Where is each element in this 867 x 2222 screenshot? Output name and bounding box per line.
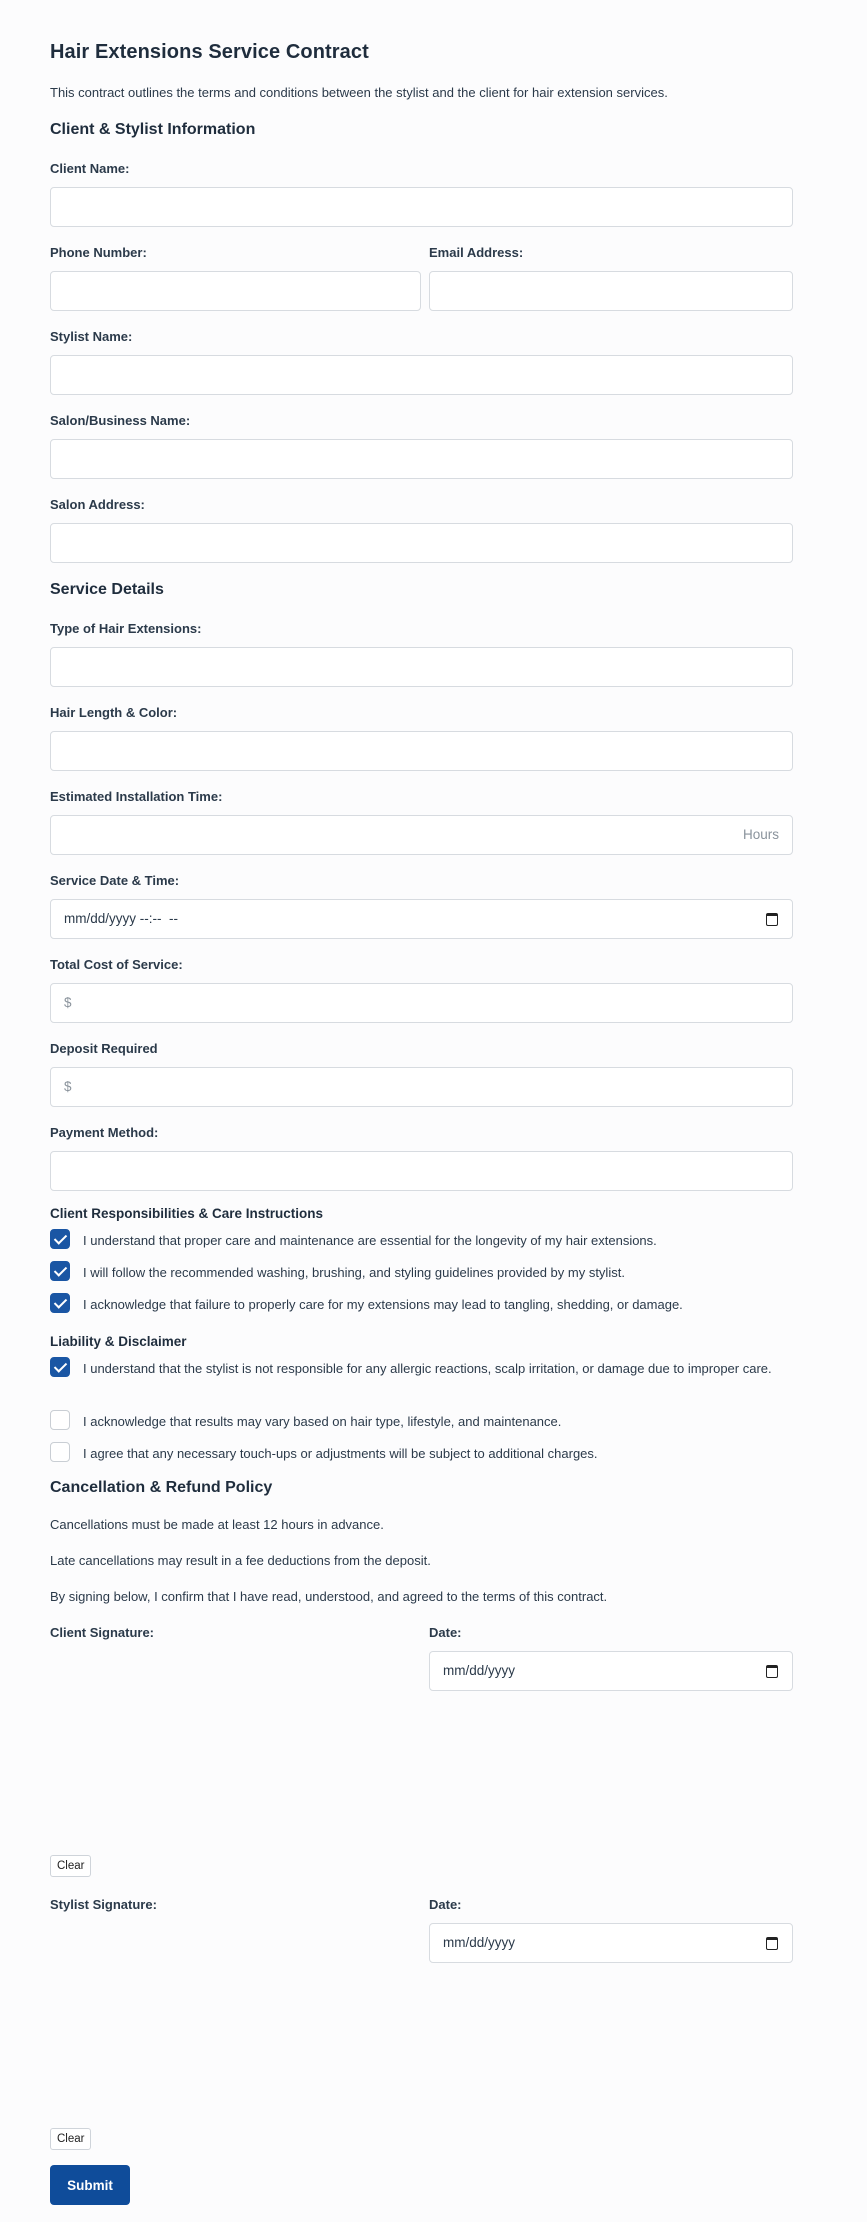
cancellation-line-2: Late cancellations may result in a fee deductions from the deposit. [50, 1553, 431, 1568]
stylist-signature-pad[interactable] [50, 1919, 421, 2119]
stylist-signature-label: Stylist Signature: [50, 1897, 157, 1912]
checkbox[interactable] [50, 1357, 70, 1377]
form-intro: This contract outlines the terms and conditions between the stylist and the client for hair extension services. [50, 85, 668, 100]
date-placeholder: mm/dd/yyyy [443, 1663, 516, 1678]
phone-label: Phone Number: [50, 245, 147, 260]
deposit-label: Deposit Required [50, 1041, 158, 1056]
currency-prefix: $ [64, 1079, 72, 1094]
date-placeholder: mm/dd/yyyy [443, 1935, 516, 1950]
total-cost-label: Total Cost of Service: [50, 957, 183, 972]
section-heading-client-info: Client & Stylist Information [50, 121, 256, 138]
extension-type-input[interactable] [50, 647, 793, 687]
deposit-input[interactable] [50, 1067, 793, 1107]
length-color-input[interactable] [50, 731, 793, 771]
phone-input[interactable] [50, 271, 421, 311]
client-signature-pad[interactable] [50, 1647, 421, 1847]
client-signature-label: Client Signature: [50, 1625, 155, 1640]
email-label: Email Address: [429, 245, 524, 260]
datetime-placeholder: mm/dd/yyyy --:-- -- [64, 911, 178, 926]
cancellation-heading: Cancellation & Refund Policy [50, 1479, 273, 1496]
section-heading-service-details: Service Details [50, 581, 164, 598]
clear-client-signature-button[interactable]: Clear [50, 1855, 91, 1877]
clear-stylist-signature-button[interactable]: Clear [50, 2128, 91, 2150]
payment-method-label: Payment Method: [50, 1125, 159, 1140]
stylist-name-label: Stylist Name: [50, 329, 133, 344]
install-time-label: Estimated Installation Time: [50, 789, 223, 804]
salon-name-input[interactable] [50, 439, 793, 479]
extension-type-label: Type of Hair Extensions: [50, 621, 202, 636]
salon-name-label: Salon/Business Name: [50, 413, 191, 428]
checkbox-label: I acknowledge that results may vary based on hair type, lifestyle, and maintenance. [83, 1414, 562, 1429]
responsibilities-heading: Client Responsibilities & Care Instructions [50, 1206, 324, 1221]
checkbox-label: I agree that any necessary touch-ups or adjustments will be subject to additional charges. [83, 1446, 598, 1461]
calendar-icon[interactable] [766, 913, 778, 926]
client-name-label: Client Name: [50, 161, 130, 176]
stylist-date-input[interactable] [429, 1923, 793, 1963]
checkbox-label: I understand that proper care and maintenance are essential for the longevity of my hair extensions. [83, 1233, 657, 1248]
client-name-input[interactable] [50, 187, 793, 227]
calendar-icon[interactable] [766, 1937, 778, 1950]
checkbox-label: I will follow the recommended washing, brushing, and styling guidelines provided by my stylist. [83, 1265, 625, 1280]
email-input[interactable] [429, 271, 793, 311]
checkbox[interactable] [50, 1410, 70, 1430]
client-date-label: Date: [429, 1625, 462, 1640]
service-datetime-label: Service Date & Time: [50, 873, 180, 888]
salon-address-label: Salon Address: [50, 497, 145, 512]
checkbox-label: I understand that the stylist is not responsible for any allergic reactions, scalp irritation, or damage due to improper care. [83, 1361, 772, 1376]
install-time-input[interactable] [50, 815, 793, 855]
stylist-name-input[interactable] [50, 355, 793, 395]
total-cost-input[interactable] [50, 983, 793, 1023]
currency-prefix: $ [64, 995, 72, 1010]
hours-suffix: Hours [742, 827, 779, 842]
checkbox[interactable] [50, 1261, 70, 1281]
client-date-input[interactable] [429, 1651, 793, 1691]
checkbox-label: I acknowledge that failure to properly care for my extensions may lead to tangling, shedding, or damage. [83, 1297, 683, 1312]
salon-address-input[interactable] [50, 523, 793, 563]
stylist-date-label: Date: [429, 1897, 462, 1912]
liability-heading: Liability & Disclaimer [50, 1334, 187, 1349]
submit-button[interactable]: Submit [50, 2165, 130, 2205]
agreement-statement: By signing below, I confirm that I have read, understood, and agreed to the terms of this contract. [50, 1589, 608, 1604]
cancellation-line-1: Cancellations must be made at least 12 hours in advance. [50, 1517, 384, 1532]
length-color-label: Hair Length & Color: [50, 705, 178, 720]
checkbox[interactable] [50, 1293, 70, 1313]
payment-method-input[interactable] [50, 1151, 793, 1191]
checkbox[interactable] [50, 1442, 70, 1462]
calendar-icon[interactable] [766, 1665, 778, 1678]
form-title: Hair Extensions Service Contract [50, 41, 369, 63]
service-datetime-input[interactable] [50, 899, 793, 939]
checkbox[interactable] [50, 1229, 70, 1249]
